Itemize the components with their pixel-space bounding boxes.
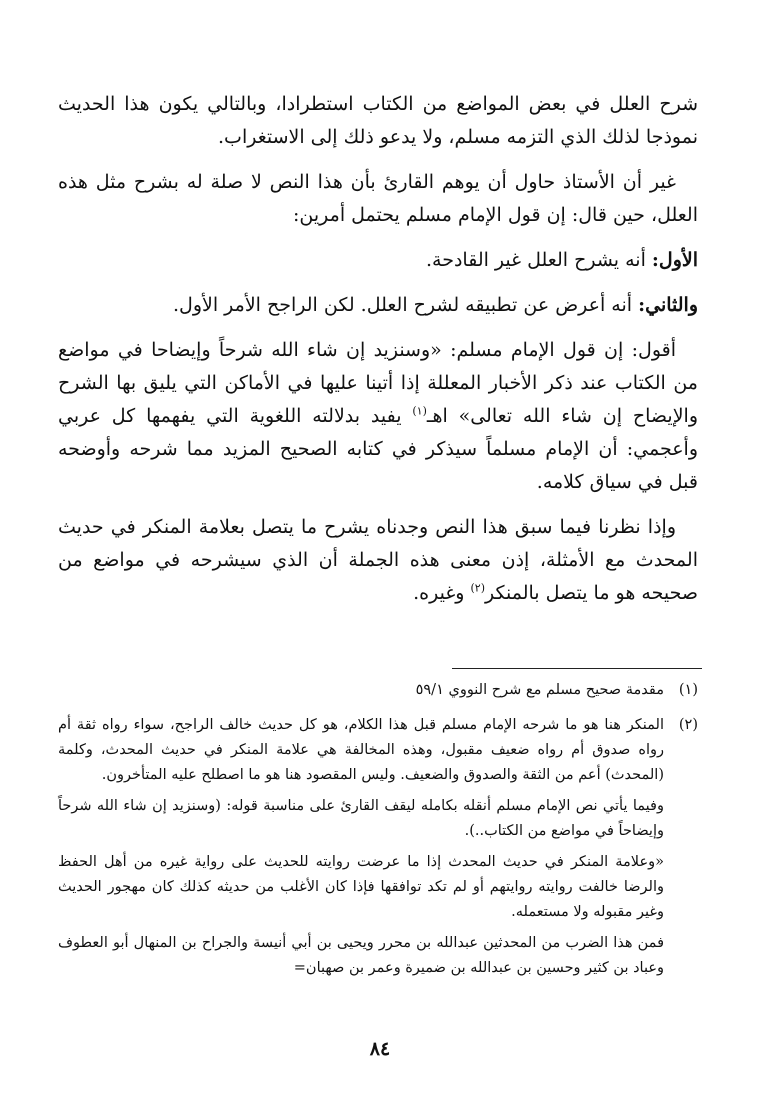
footnote-2-paragraph-4: فمن هذا الضرب من المحدثين عبدالله بن محرر ويحيى بن أبي أنيسة والجراح بن المنهال أبو العطوف وعباد بن كثير وحسين بن عبدالله بن ضميرة وعمر بن صهبان= <box>58 935 664 976</box>
paragraph-second-opinion <box>58 289 698 322</box>
page-number: ٨٤ <box>369 1038 391 1060</box>
footnote-2-paragraph-2: وفيما يأتي نص الإمام مسلم أنقله بكامله ليقف القارئ على مناسبة قوله: (وسنزيد إن شاء الله شرحاً وإيضاحاً في مواضع من الكتاب..). <box>58 798 664 839</box>
footnote-ref-2: (٢) <box>470 581 485 595</box>
second-opinion-text: أنه أعرض عن تطبيقه لشرح العلل. لكن الراجح الأمر الأول. <box>173 294 639 316</box>
first-opinion-label: الأول: <box>651 249 698 271</box>
footnotes <box>58 678 698 991</box>
footnote-2-paragraph-1: المنكر هنا هو ما شرحه الإمام مسلم قبل هذا الكلام، هو كل حديث خالف الراجح، سواء رواه ثقة أم رواه صدوق أم رواه ضعيف مقبول، وهذه المخالفة هي علامة المنكر في حديث المحدث، وكلمة (المحدث) أعم من الثقة والصدوق والضعيف. وليس المقصود هنا هو ما اصطلح عليه المتأخرون. <box>58 717 664 783</box>
paragraph-5 <box>58 334 698 499</box>
first-opinion-text: أنه يشرح العلل غير القادحة. <box>425 249 652 271</box>
paragraph-6 <box>58 511 698 610</box>
footnote-ref-1: (١) <box>412 404 427 418</box>
footnote-1-body <box>58 678 664 709</box>
paragraph-6-text-a: وإذا نظرنا فيما سبق هذا النص وجدناه يشرح ما يتصل بعلامة المنكر في حديث المحدث مع الأمثلة، إذن معنى هذه الجملة أن الذي سيشرحه في مواضع من صحيحه هو ما يتصل بالمنكر <box>58 516 698 604</box>
footnote-2-paragraph-3: «وعلامة المنكر في حديث المحدث إذا ما عرضت روايته للحديث على رواية غيره من أهل الحفظ والرضا خالفت روايته روايتهم أو لم تكد توافقها فإذا كان الأغلب من حديثه كذلك كان مهجور الحديث وغير مقبوله ولا مستعمله. <box>58 854 664 920</box>
footnote-1-text: مقدمة صحيح مسلم مع شرح النووي ٥٩/١ <box>415 682 664 698</box>
paragraph-6-text-b: وغيره. <box>413 582 471 604</box>
footnote-1 <box>58 678 698 709</box>
footnote-2-body <box>58 713 664 987</box>
footnote-1-number: (١) <box>678 682 698 698</box>
paragraph-2: غير أن الأستاذ حاول أن يوهم القارئ بأن هذا النص لا صلة له بشرح مثل هذه العلل، حين قال: إن قول الإمام مسلم يحتمل أمرين: <box>58 171 698 226</box>
footnote-divider <box>452 668 702 669</box>
footnote-2 <box>58 713 698 987</box>
main-text <box>58 88 698 622</box>
paragraph-first-opinion <box>58 244 698 277</box>
footnote-2-number: (٢) <box>678 717 698 733</box>
paragraph-1: شرح العلل في بعض المواضع من الكتاب استطرادا، وبالتالي يكون هذا الحديث نموذجا لذلك الذي التزمه مسلم، ولا يدعو ذلك إلى الاستغراب. <box>58 93 698 148</box>
paragraph-5-text-a: أقول: إن قول الإمام مسلم: «وسنزيد إن شاء الله شرحاً وإيضاحا في مواضع من الكتاب عند ذكر الأخبار المعللة إذا أتينا عليها في الأماكن التي يليق بها الشرح والإيضاح إن شاء الله تعالى» اهـ <box>58 339 698 427</box>
second-opinion-label: والثاني: <box>638 294 698 316</box>
paragraph-5-text-b: يفيد بدلالته اللغوية التي يفهمها كل عربي وأعجمي: أن الإمام مسلماً سيذكر في كتابه الصحيح المزيد مما شرحه وأوضحه قبل في سياق كلامه. <box>58 405 698 493</box>
